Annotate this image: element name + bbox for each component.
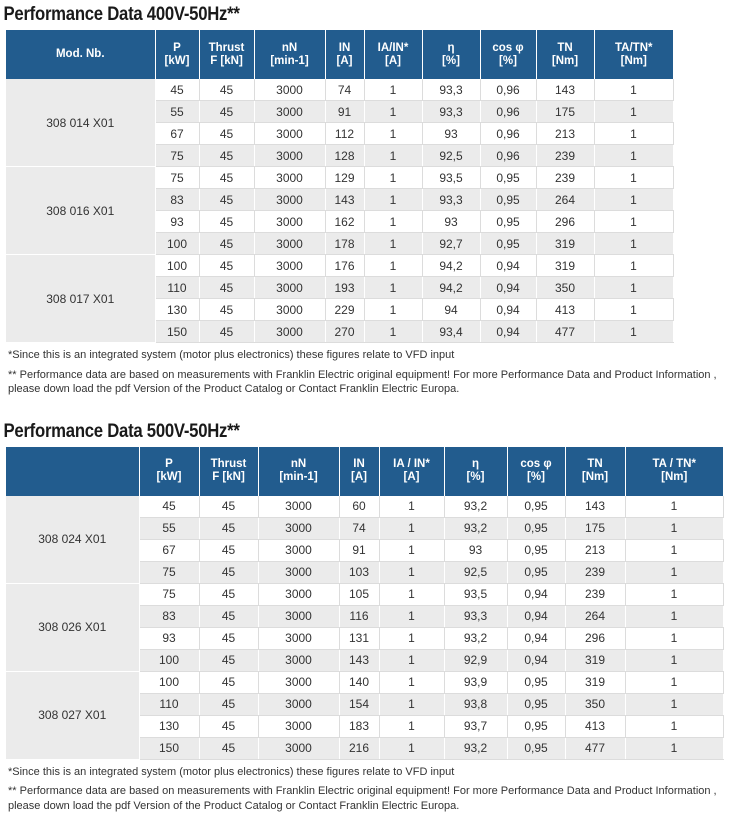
- table-cell: 1: [625, 605, 723, 627]
- column-header-label: nN: [290, 458, 307, 470]
- table-cell: 239: [565, 561, 625, 583]
- column-header-unit: [min-1]: [270, 54, 309, 67]
- footnotes: [8, 765, 733, 814]
- table-cell: 1: [594, 167, 673, 189]
- table-cell: 3000: [254, 277, 325, 299]
- table-cell: 45: [199, 627, 258, 649]
- table-cell: 1: [379, 561, 444, 583]
- column-header-label: TN: [587, 458, 603, 470]
- table-cell: 0,96: [480, 145, 536, 167]
- table-cell: 216: [339, 737, 379, 759]
- table-cell: 0,96: [480, 101, 536, 123]
- model-number-cell: 308 014 X01: [6, 79, 155, 167]
- table-cell: 94: [422, 299, 480, 321]
- column-header-label: P: [173, 41, 181, 54]
- table-cell: 92,7: [422, 233, 480, 255]
- table-cell: 193: [325, 277, 364, 299]
- table-cell: 1: [594, 299, 673, 321]
- table-cell: 1: [594, 321, 673, 343]
- column-header: [199, 447, 258, 496]
- table-cell: 1: [364, 79, 422, 101]
- table-cell: 45: [199, 539, 258, 561]
- table-cell: 45: [139, 496, 199, 518]
- table-cell: 3000: [258, 715, 339, 737]
- column-header: [536, 30, 594, 79]
- table-cell: 3000: [258, 605, 339, 627]
- column-header-unit: [min-1]: [279, 471, 318, 483]
- table-cell: 45: [199, 233, 254, 255]
- column-header-label: Thrust: [210, 458, 247, 470]
- table-cell: 93,5: [422, 167, 480, 189]
- table-cell: 75: [155, 167, 199, 189]
- table-cell: 92,5: [422, 145, 480, 167]
- table-cell: 45: [155, 79, 199, 101]
- column-header: [364, 30, 422, 79]
- table-cell: 129: [325, 167, 364, 189]
- footnote-vfd: *Since this is an integrated system (motor plus electronics) these figures relate to VFD input: [8, 765, 455, 778]
- table-cell: 150: [155, 321, 199, 343]
- table-cell: 74: [325, 79, 364, 101]
- table-cell: 45: [199, 605, 258, 627]
- table-cell: 93,8: [444, 693, 507, 715]
- column-header-label: nN: [281, 41, 298, 54]
- table-cell: 1: [379, 671, 444, 693]
- table-cell: 0,94: [480, 255, 536, 277]
- table-cell: 0,96: [480, 123, 536, 145]
- column-header-unit: [Nm]: [620, 54, 647, 67]
- table-cell: 45: [199, 211, 254, 233]
- table-cell: 239: [536, 167, 594, 189]
- table-cell: 3000: [254, 211, 325, 233]
- model-number-cell: 308 024 X01: [6, 496, 139, 584]
- table-cell: 91: [339, 539, 379, 561]
- table-cell: 0,94: [507, 627, 565, 649]
- table-cell: 103: [339, 561, 379, 583]
- table-cell: 3000: [254, 233, 325, 255]
- table-cell: 1: [625, 539, 723, 561]
- table-cell: 239: [536, 145, 594, 167]
- column-header: [625, 447, 723, 496]
- table-cell: 143: [565, 496, 625, 518]
- column-header: [139, 447, 199, 496]
- performance-table: [6, 447, 724, 760]
- table-cell: 92,9: [444, 649, 507, 671]
- column-header: [6, 447, 139, 496]
- column-header-label: cos φ: [492, 41, 524, 54]
- column-header-unit: [A]: [336, 54, 353, 67]
- column-header-label: TA/TN*: [615, 41, 653, 54]
- table-cell: 270: [325, 321, 364, 343]
- table-cell: 91: [325, 101, 364, 123]
- table-row: [6, 255, 673, 277]
- table-cell: 93,2: [444, 627, 507, 649]
- table-cell: 1: [594, 101, 673, 123]
- footnote-catalog: please down load the pdf Version of the Product Catalog or Contact Franklin Electric Europa.: [8, 383, 460, 395]
- table-cell: 93,2: [444, 496, 507, 518]
- table-cell: 45: [199, 561, 258, 583]
- table-cell: 75: [139, 583, 199, 605]
- table-row: [6, 583, 723, 605]
- table-cell: 0,95: [507, 671, 565, 693]
- table-cell: 1: [364, 145, 422, 167]
- column-header-unit: [A]: [351, 471, 367, 483]
- performance-section-1: [0, 0, 733, 397]
- table-cell: 93: [139, 627, 199, 649]
- column-header-unit: [A]: [385, 54, 401, 67]
- table-cell: 93,5: [444, 583, 507, 605]
- table-cell: 0,95: [507, 737, 565, 759]
- table-cell: 3000: [258, 649, 339, 671]
- column-header-unit: [Nm]: [661, 471, 688, 483]
- table-cell: 45: [199, 671, 258, 693]
- column-header: [339, 447, 379, 496]
- table-cell: 1: [379, 627, 444, 649]
- footnote-performance: ** Performance data are based on measurements with Franklin Electric original equipment! For more Performance Data and Product Information ,: [8, 785, 717, 797]
- table-cell: 154: [339, 693, 379, 715]
- table-cell: 477: [565, 737, 625, 759]
- table-cell: 0,95: [507, 693, 565, 715]
- table-cell: 140: [339, 671, 379, 693]
- table-cell: 0,94: [507, 583, 565, 605]
- table-cell: 3000: [254, 79, 325, 101]
- table-cell: 93,7: [444, 715, 507, 737]
- column-header-label: IA / IN*: [393, 458, 430, 470]
- table-cell: 1: [364, 123, 422, 145]
- table-cell: 45: [199, 189, 254, 211]
- table-cell: 3000: [254, 101, 325, 123]
- column-header-unit: [kW]: [156, 471, 182, 483]
- table-cell: 213: [565, 539, 625, 561]
- column-header-unit: F [kN]: [210, 54, 243, 67]
- table-cell: 93,3: [422, 189, 480, 211]
- table-cell: 1: [379, 517, 444, 539]
- table-cell: 1: [364, 299, 422, 321]
- table-row: [6, 167, 673, 189]
- column-header: [199, 30, 254, 79]
- table-cell: 45: [199, 255, 254, 277]
- column-header-unit: [%]: [527, 471, 545, 483]
- table-cell: 0,95: [507, 496, 565, 518]
- table-cell: 350: [565, 693, 625, 715]
- table-cell: 477: [536, 321, 594, 343]
- table-cell: 1: [379, 539, 444, 561]
- table-cell: 150: [139, 737, 199, 759]
- table-cell: 100: [139, 649, 199, 671]
- column-header-unit: [kW]: [164, 54, 190, 67]
- table-cell: 45: [199, 517, 258, 539]
- table-cell: 1: [625, 693, 723, 715]
- table-cell: 3000: [254, 123, 325, 145]
- section-title: Performance Data 400V-50Hz**: [3, 4, 240, 25]
- table-cell: 0,95: [480, 233, 536, 255]
- table-cell: 45: [199, 167, 254, 189]
- table-cell: 1: [594, 145, 673, 167]
- table-cell: 3000: [258, 539, 339, 561]
- table-cell: 75: [155, 145, 199, 167]
- table-cell: 350: [536, 277, 594, 299]
- table-cell: 93,3: [444, 605, 507, 627]
- table-cell: 93,2: [444, 517, 507, 539]
- table-cell: 0,95: [480, 189, 536, 211]
- table-cell: 112: [325, 123, 364, 145]
- table-cell: 0,95: [507, 715, 565, 737]
- table-cell: 130: [139, 715, 199, 737]
- table-cell: 0,94: [507, 605, 565, 627]
- table-cell: 45: [199, 737, 258, 759]
- column-header: [507, 447, 565, 496]
- table-cell: 319: [536, 233, 594, 255]
- footnote-catalog: please down load the pdf Version of the Product Catalog or Contact Franklin Electric Europa.: [8, 799, 460, 812]
- table-cell: 131: [339, 627, 379, 649]
- table-cell: 0,95: [480, 167, 536, 189]
- table-cell: 1: [625, 517, 723, 539]
- performance-section-2: [0, 417, 733, 814]
- table-cell: 319: [536, 255, 594, 277]
- table-cell: 83: [155, 189, 199, 211]
- column-header: [379, 447, 444, 496]
- table-cell: 239: [565, 583, 625, 605]
- table-cell: 3000: [258, 671, 339, 693]
- table-cell: 229: [325, 299, 364, 321]
- column-header-unit: [A]: [403, 471, 420, 483]
- table-row: [6, 496, 723, 518]
- table-cell: 183: [339, 715, 379, 737]
- table-cell: 100: [139, 671, 199, 693]
- table-cell: 55: [139, 517, 199, 539]
- table-cell: 93,9: [444, 671, 507, 693]
- table-cell: 1: [594, 189, 673, 211]
- column-header-unit: [%]: [466, 471, 485, 483]
- column-header: [6, 30, 155, 79]
- table-cell: 45: [199, 496, 258, 518]
- table-cell: 93: [155, 211, 199, 233]
- column-header-label: η: [471, 458, 480, 470]
- column-header-unit: [Nm]: [581, 471, 609, 483]
- table-cell: 1: [379, 715, 444, 737]
- table-row: [6, 671, 723, 693]
- table-cell: 1: [379, 693, 444, 715]
- table-cell: 1: [625, 737, 723, 759]
- table-cell: 3000: [258, 693, 339, 715]
- column-header: [480, 30, 536, 79]
- table-cell: 1: [594, 255, 673, 277]
- table-cell: 0,95: [480, 211, 536, 233]
- table-cell: 143: [339, 649, 379, 671]
- column-header: [254, 30, 325, 79]
- table-cell: 74: [339, 517, 379, 539]
- table-cell: 3000: [254, 321, 325, 343]
- column-header-label: IN: [353, 458, 365, 470]
- column-header-label: TA / TN*: [652, 458, 696, 470]
- table-cell: 1: [364, 321, 422, 343]
- table-cell: 1: [364, 255, 422, 277]
- table-cell: 1: [625, 627, 723, 649]
- table-cell: 1: [379, 583, 444, 605]
- footnote-vfd: *Since this is an integrated system (motor plus electronics) these figures relate to VFD input: [8, 349, 455, 361]
- column-header-label: IA/IN*: [377, 41, 409, 54]
- table-cell: 75: [139, 561, 199, 583]
- table-cell: 319: [565, 671, 625, 693]
- table-cell: 1: [594, 123, 673, 145]
- table-cell: 264: [536, 189, 594, 211]
- column-header-label: TN: [557, 41, 573, 54]
- column-header-unit: [%]: [499, 54, 517, 67]
- table-cell: 93,3: [422, 79, 480, 101]
- model-number-cell: 308 026 X01: [6, 583, 139, 671]
- table-cell: 1: [594, 211, 673, 233]
- table-cell: 45: [199, 299, 254, 321]
- table-cell: 45: [199, 101, 254, 123]
- table-cell: 45: [199, 583, 258, 605]
- model-number-cell: 308 016 X01: [6, 167, 155, 255]
- table-cell: 93,4: [422, 321, 480, 343]
- column-header: [258, 447, 339, 496]
- table-cell: 3000: [254, 189, 325, 211]
- table-cell: 296: [536, 211, 594, 233]
- column-header-label: Thrust: [208, 41, 245, 54]
- table-cell: 1: [625, 583, 723, 605]
- table-cell: 1: [594, 277, 673, 299]
- table-cell: 93: [444, 539, 507, 561]
- table-cell: 100: [155, 233, 199, 255]
- table-cell: 67: [155, 123, 199, 145]
- table-cell: 3000: [254, 167, 325, 189]
- table-cell: 1: [625, 561, 723, 583]
- table-cell: 93,2: [444, 737, 507, 759]
- table-cell: 143: [325, 189, 364, 211]
- table-cell: 93,3: [422, 101, 480, 123]
- table-cell: 1: [625, 649, 723, 671]
- table-cell: 1: [379, 737, 444, 759]
- table-cell: 3000: [258, 517, 339, 539]
- table-cell: 83: [139, 605, 199, 627]
- table-cell: 94,2: [422, 255, 480, 277]
- column-header-label: cos φ: [520, 458, 552, 470]
- table-cell: 175: [536, 101, 594, 123]
- table-cell: 178: [325, 233, 364, 255]
- table-cell: 1: [594, 233, 673, 255]
- table-cell: 3000: [258, 496, 339, 518]
- model-number-cell: 308 027 X01: [6, 671, 139, 759]
- table-cell: 45: [199, 693, 258, 715]
- table-cell: 110: [155, 277, 199, 299]
- table-cell: 1: [364, 211, 422, 233]
- table-cell: 45: [199, 79, 254, 101]
- table-cell: 413: [565, 715, 625, 737]
- table-cell: 45: [199, 123, 254, 145]
- table-cell: 130: [155, 299, 199, 321]
- table-cell: 413: [536, 299, 594, 321]
- table-cell: 93: [422, 211, 480, 233]
- table-cell: 3000: [258, 561, 339, 583]
- table-cell: 45: [199, 145, 254, 167]
- table-cell: 143: [536, 79, 594, 101]
- table-cell: 3000: [258, 583, 339, 605]
- table-cell: 0,94: [480, 299, 536, 321]
- column-header: [325, 30, 364, 79]
- column-header-label: η: [447, 41, 455, 54]
- column-header-label: P: [165, 458, 173, 470]
- table-cell: 162: [325, 211, 364, 233]
- table-cell: 176: [325, 255, 364, 277]
- table-cell: 3000: [254, 255, 325, 277]
- table-cell: 175: [565, 517, 625, 539]
- table-cell: 0,94: [507, 649, 565, 671]
- table-cell: 45: [199, 321, 254, 343]
- table-cell: 105: [339, 583, 379, 605]
- table-cell: 60: [339, 496, 379, 518]
- table-cell: 100: [155, 255, 199, 277]
- table-cell: 1: [379, 605, 444, 627]
- table-cell: 1: [625, 715, 723, 737]
- column-header-label: Mod. Nb.: [55, 48, 105, 60]
- table-cell: 55: [155, 101, 199, 123]
- column-header-label: IN: [338, 41, 351, 54]
- table-cell: 0,94: [480, 277, 536, 299]
- column-header: [594, 30, 673, 79]
- table-cell: 1: [364, 189, 422, 211]
- column-header-unit: [Nm]: [551, 54, 579, 67]
- table-cell: 1: [625, 496, 723, 518]
- table-cell: 1: [625, 671, 723, 693]
- table-cell: 92,5: [444, 561, 507, 583]
- table-cell: 0,96: [480, 79, 536, 101]
- table-cell: 1: [364, 101, 422, 123]
- table-cell: 0,95: [507, 539, 565, 561]
- column-header: [565, 447, 625, 496]
- section-title: Performance Data 500V-50Hz**: [3, 420, 240, 442]
- table-row: [6, 79, 673, 101]
- table-cell: 45: [199, 649, 258, 671]
- table-cell: 264: [565, 605, 625, 627]
- table-cell: 1: [594, 79, 673, 101]
- table-cell: 0,94: [480, 321, 536, 343]
- table-cell: 128: [325, 145, 364, 167]
- column-header-unit: F [kN]: [212, 471, 245, 483]
- column-header-unit: [%]: [442, 54, 460, 67]
- table-cell: 213: [536, 123, 594, 145]
- table-cell: 319: [565, 649, 625, 671]
- table-cell: 1: [379, 496, 444, 518]
- table-cell: 94,2: [422, 277, 480, 299]
- table-cell: 3000: [254, 145, 325, 167]
- table-cell: 296: [565, 627, 625, 649]
- table-cell: 0,95: [507, 517, 565, 539]
- table-cell: 45: [199, 277, 254, 299]
- table-cell: 1: [364, 167, 422, 189]
- column-header: [422, 30, 480, 79]
- table-cell: 93: [422, 123, 480, 145]
- table-cell: 110: [139, 693, 199, 715]
- model-number-cell: 308 017 X01: [6, 255, 155, 343]
- table-cell: 116: [339, 605, 379, 627]
- table-cell: 3000: [254, 299, 325, 321]
- table-cell: 1: [364, 277, 422, 299]
- footnote-performance: ** Performance data are based on measurements with Franklin Electric original equipment! For more Performance Data and Product Information ,: [8, 368, 717, 381]
- column-header: [444, 447, 507, 496]
- table-cell: 1: [379, 649, 444, 671]
- table-cell: 1: [364, 233, 422, 255]
- table-cell: 3000: [258, 737, 339, 759]
- table-cell: 3000: [258, 627, 339, 649]
- performance-table: [6, 30, 674, 343]
- table-cell: 45: [199, 715, 258, 737]
- table-cell: 0,95: [507, 561, 565, 583]
- footnotes: [8, 348, 733, 397]
- table-cell: 67: [139, 539, 199, 561]
- column-header: [155, 30, 199, 79]
